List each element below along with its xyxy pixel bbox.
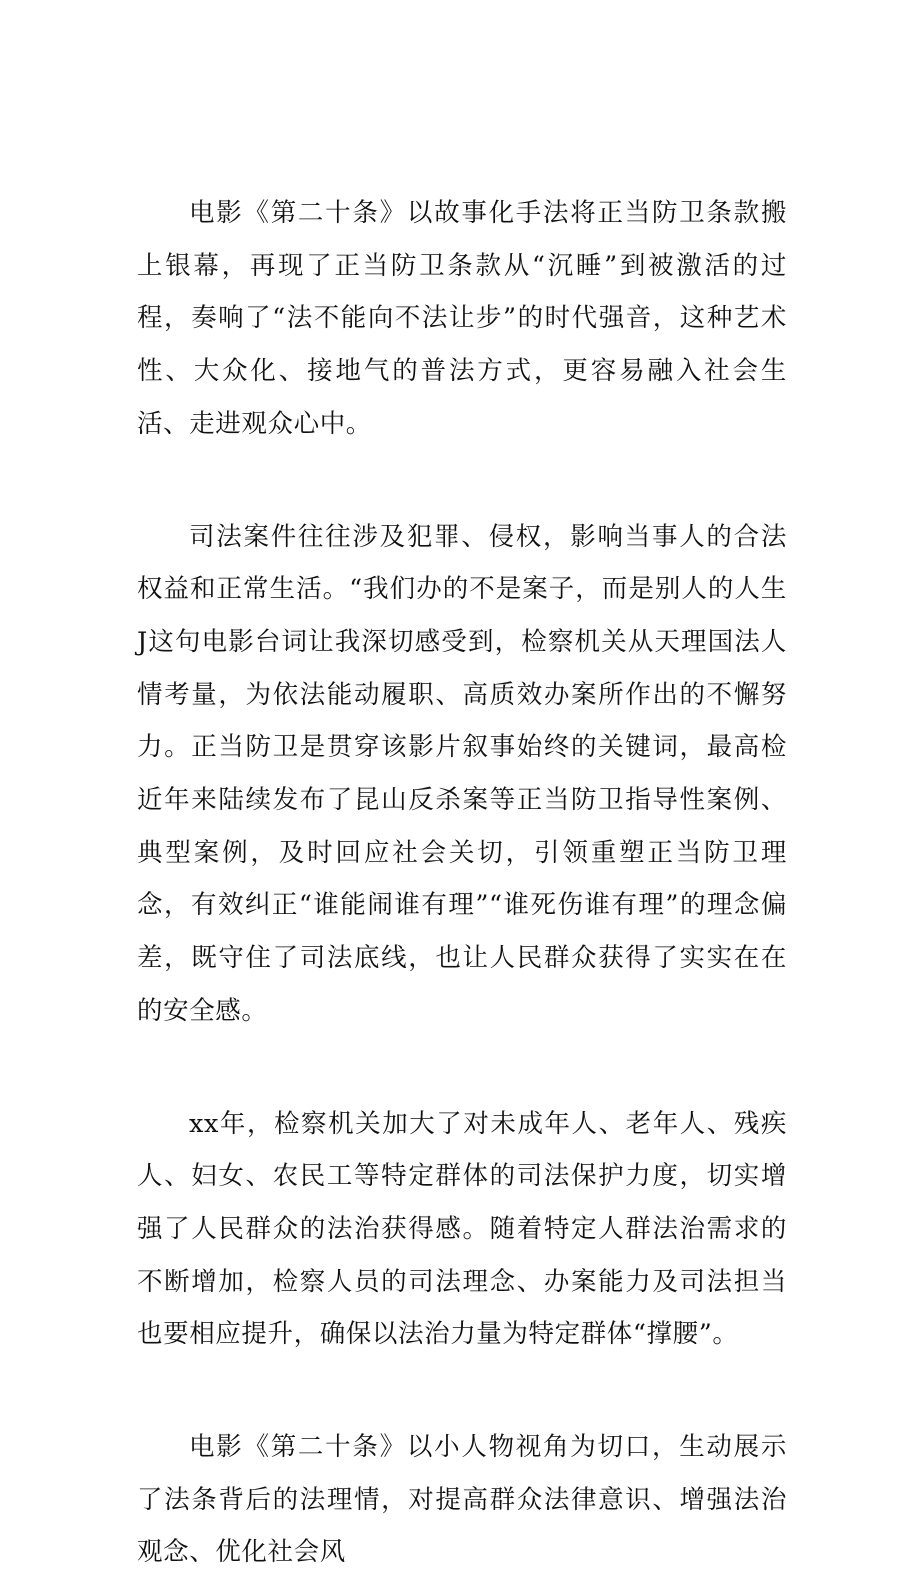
paragraph-2: 司法案件往往涉及犯罪、侵权，影响当事人的合法权益和正常生活。“我们办的不是案子，而是别人的人生J这句电影台词让我深切感受到，检察机关从天理国法人情考量，为依法能动履职、高质效办案所作出的不懈努力。正当防卫是贯穿该影片叙事始终的关键词，最高检近年来陆续发布了昆山反杀案等正当防卫指导性案例、典型案例，及时回应社会关切，引领重塑正当防卫理念，有效纠正“谁能闹谁有理”“谁死伤谁有理”的理念偏差，既守住了司法底线，也让人民群众获得了实实在在的安全感。 bbox=[137, 521, 787, 1026]
paragraph-4: 电影《第二十条》以小人物视角为切口，生动展示了法条背后的法理情，对提高群众法律意识、增强法治观念、优化社会风 bbox=[137, 1432, 787, 1568]
document-body bbox=[137, 187, 787, 1579]
paragraph-1: 电影《第二十条》以故事化手法将正当防卫条款搬上银幕，再现了正当防卫条款从“沉睡”到被激活的过程，奏响了“法不能向不法让步”的时代强音，这种艺术性、大众化、接地气的普法方式，更容易融入社会生活、走进观众心中。 bbox=[137, 198, 787, 439]
paragraph-3: xx年，检察机关加大了对未成年人、老年人、残疾人、妇女、农民工等特定群体的司法保护力度，切实增强了人民群众的法治获得感。随着特定人群法治需求的不断增加，检察人员的司法理念、办案能力及司法担当也要相应提升，确保以法治力量为特定群体“撑腰”。 bbox=[137, 1108, 787, 1350]
